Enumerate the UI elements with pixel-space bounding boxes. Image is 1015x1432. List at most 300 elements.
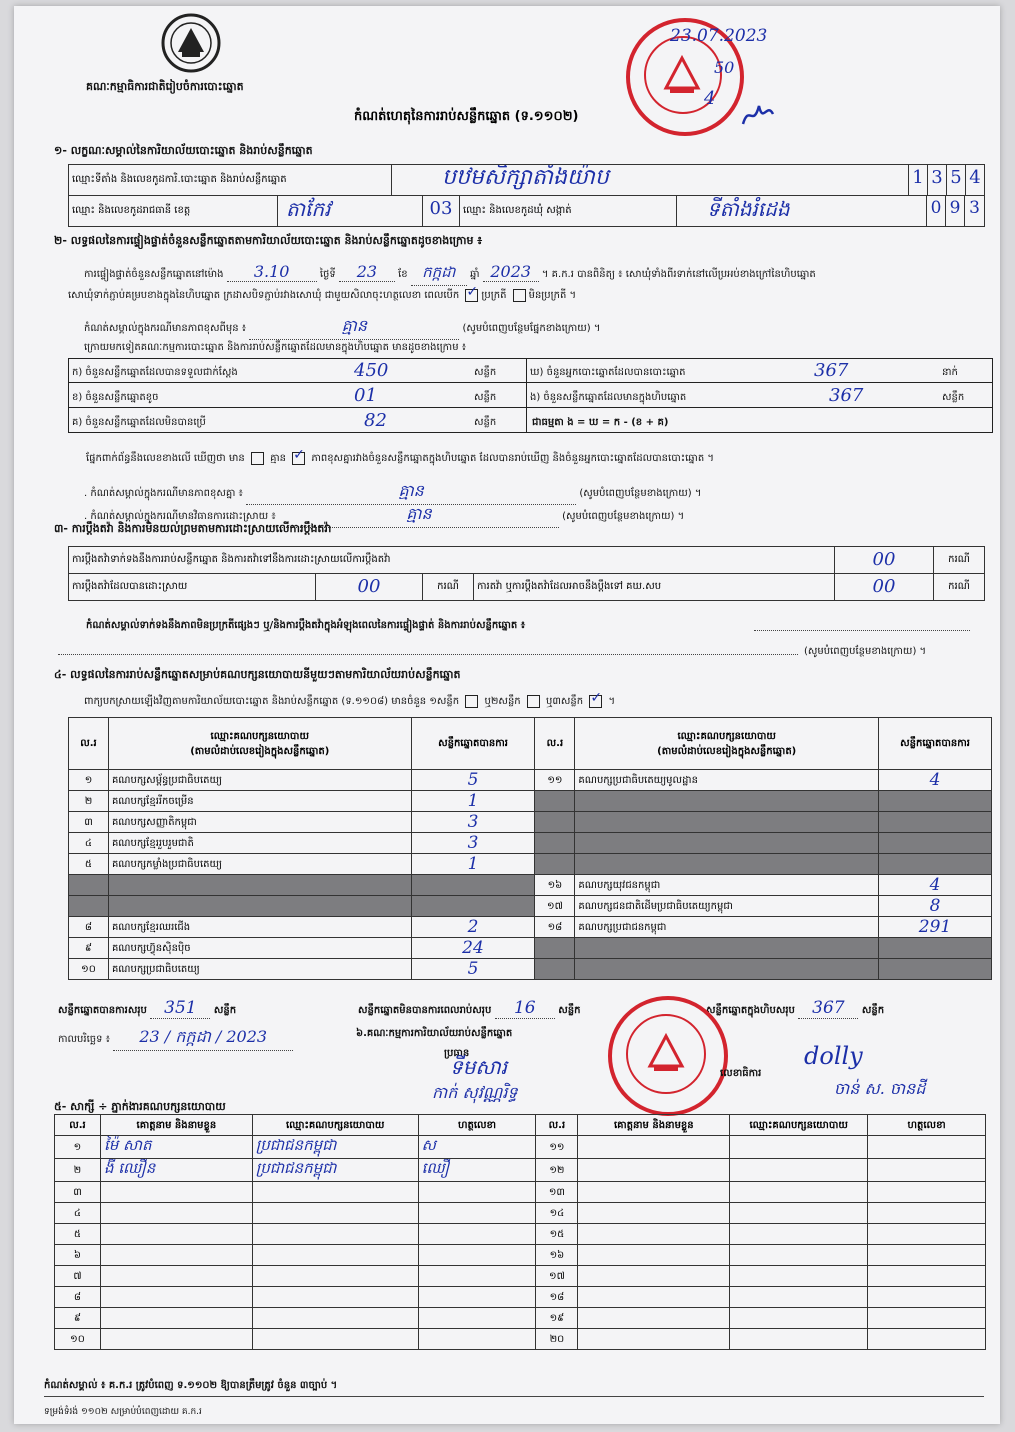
station-code-4: 4	[965, 164, 985, 196]
row-no: ១៨	[535, 917, 575, 938]
seal-ok-checkbox[interactable]	[465, 289, 478, 302]
note1-value: គ្មាន	[246, 480, 576, 505]
party-name: គណបក្សសម្ព័ន្ធប្រជាធិបតេយ្យ	[108, 770, 411, 791]
witness-sign	[868, 1136, 986, 1159]
month-label: ខែ	[398, 269, 408, 280]
polling-station-value-cell	[391, 164, 909, 196]
discrepancy-text-c: ភាពខុសគ្នារវាងចំនួនសន្លឹកឆ្នោតក្នុងហិបឆ្នោត ដែលបានរាប់ឃើញ និងចំនួនអ្នកបោះឆ្នោតដែលបានបោះឆ្នោត ។	[311, 453, 714, 464]
witness-name: ងី ឈឿន	[100, 1159, 252, 1182]
witness-no: ១៥	[536, 1224, 578, 1245]
witness-party	[252, 1224, 418, 1245]
verification-line	[84, 262, 816, 286]
commune-name: ទីតាំងរំដេង	[707, 197, 790, 221]
spoiled-ballots-value: 01	[354, 385, 377, 406]
ballots-in-box-label: ង) ចំនួនសន្លឹកឆ្នោតដែលមានក្នុងហិបឆ្នោត	[530, 392, 687, 403]
table-row	[69, 896, 992, 917]
witness-sign	[418, 1245, 536, 1266]
results-table	[68, 717, 992, 980]
three-sheets-checkbox[interactable]	[589, 695, 602, 708]
results-body	[69, 770, 992, 980]
witness-name	[100, 1245, 252, 1266]
verification-time-label: ការផ្ទៀងផ្ទាត់ចំនួនសន្លឹកឆ្នោតនៅម៉ោង	[84, 269, 224, 280]
irregularity-note-hint: (សូមបំពេញបន្ថែមខាងក្រោយ) ។	[804, 646, 927, 657]
witness-sign	[868, 1287, 986, 1308]
resolved-unit: ករណី	[422, 573, 474, 601]
table-row	[69, 875, 992, 896]
witness-no: ៥	[55, 1224, 101, 1245]
voters-label: ឃ) ចំនួនអ្នកបោះឆ្នោតដែលបានបោះឆ្នោត	[530, 367, 686, 378]
party-name: គណបក្សសញ្ញាតិកម្ពុជា	[108, 812, 411, 833]
witness-name	[578, 1266, 730, 1287]
witness-no: ៧	[55, 1266, 101, 1287]
table-row	[69, 770, 992, 791]
complaints-value: 00	[834, 546, 934, 574]
org-name: គណៈកម្មាធិការជាតិរៀបចំការបោះឆ្នោត	[86, 80, 244, 93]
col-party-right	[575, 718, 879, 770]
col-party-left-title: ឈ្មោះគណបក្សនយោបាយ	[210, 730, 309, 742]
party-votes: 1	[411, 854, 535, 875]
witness-party: ប្រជាជនកម្ពុជា	[252, 1159, 418, 1182]
discrepancy-none-checkbox[interactable]	[292, 452, 305, 465]
witness-name	[578, 1182, 730, 1203]
w-col-sign-right: ហត្ថលេខា	[868, 1115, 986, 1136]
difference-note-value: គ្មាន	[249, 315, 459, 340]
table-row	[69, 959, 992, 980]
party-votes: 8	[879, 896, 992, 917]
verification-time: 3.10	[227, 262, 317, 282]
witness-no: ១២	[536, 1159, 578, 1182]
row-no: ១៧	[535, 896, 575, 917]
table-row	[55, 1136, 986, 1159]
commission-stamp-icon	[608, 996, 728, 1116]
table-row	[69, 812, 992, 833]
w-col-no-right: ល.រ	[536, 1115, 578, 1136]
witness-party	[730, 1159, 868, 1182]
total-in-box-line	[706, 998, 884, 1019]
note1-line	[84, 480, 701, 505]
table-row	[69, 917, 992, 938]
row-no: ១៦	[535, 875, 575, 896]
s3-heading: ៣- ការប្តឹងតវ៉ា និងការមិនយល់ព្រមតាមការដោះស្រាយលើការប្តឹងតវ៉ា	[54, 522, 332, 535]
appeal-label: ការតវ៉ា ឬការប្តឹងតវ៉ាដែលអាចនឹងប្តឹងទៅ គឃ.សប	[473, 573, 835, 601]
party-name: គណបក្សប្រជាជនកម្ពុជា	[575, 917, 879, 938]
col-no-right: ល.រ	[535, 718, 575, 770]
total-invalid-unit: សន្លឹក	[558, 1005, 581, 1016]
party-name: គណបក្សហ៊្វុនស៊ិនប៉ិច	[108, 938, 411, 959]
commune-code-1: 0	[926, 195, 946, 227]
col-party-left-sub: (តាមលំដាប់លេខរៀងក្នុងសន្លឹកឆ្នោត)	[190, 745, 330, 757]
witness-party	[252, 1182, 418, 1203]
discrepancy-none-label: គ្មាន	[270, 453, 286, 464]
secretary-label: លេខាធិការ	[720, 1068, 762, 1079]
row-no: ១១	[535, 770, 575, 791]
party-name: គណបក្សយុវជនកម្ពុជា	[575, 875, 879, 896]
three-sheets-label: ឬ៣សន្លឹក	[546, 696, 584, 707]
witness-name	[578, 1245, 730, 1266]
footer-note: កំណត់សម្គាល់ ៖ គ.ក.រ ត្រូវបំពេញ ទ.១១០២ ឱ្យបានត្រឹមត្រូវ ចំនួន ៣ច្បាប់ ។	[44, 1380, 338, 1391]
table-row	[55, 1224, 986, 1245]
party-votes: 5	[411, 770, 535, 791]
party-votes	[879, 791, 992, 812]
unused-ballots-label: គ) ចំនួនសន្លឹកឆ្នោតដែលមិនបានប្រើ	[72, 417, 206, 428]
witness-no: ១៦	[536, 1245, 578, 1266]
witness-name	[100, 1182, 252, 1203]
party-votes: 1	[411, 791, 535, 812]
witness-no: ១៤	[536, 1203, 578, 1224]
note1-hint: (សូមបំពេញបន្ថែមខាងក្រោយ) ។	[579, 488, 702, 499]
unused-ballots-value: 82	[364, 410, 387, 431]
table-row	[55, 1329, 986, 1350]
year-label: ឆ្នាំ	[469, 269, 480, 280]
witness-name	[100, 1308, 252, 1329]
party-votes: 5	[411, 959, 535, 980]
province-label: ឈ្មោះ និងលេខកូដរាជធានី ខេត្ត	[68, 195, 278, 227]
commune-label: ឈ្មោះ និងលេខកូដឃុំ សង្កាត់	[459, 195, 677, 227]
party-name: គណបក្សខ្មែររួបរួមជាតិ	[108, 833, 411, 854]
verification-rest: ។ គ.ក.រ បានពិនិត្យ ៖ សោឃុំទាំងពីរទាក់នៅលើប្រអប់ខាងក្រៅនៃហិបឆ្នោត	[541, 269, 816, 280]
seal-ok-label: ប្រក្រតី	[481, 290, 507, 301]
witness-sign	[868, 1245, 986, 1266]
witness-sign	[868, 1266, 986, 1287]
witness-name	[578, 1224, 730, 1245]
col-votes-right: សន្លឹកឆ្នោតបានការ	[879, 718, 992, 770]
party-votes	[411, 875, 535, 896]
party-name	[575, 812, 879, 833]
table-row	[69, 833, 992, 854]
table-row	[55, 1203, 986, 1224]
row-no: ២	[69, 791, 109, 812]
seal-notok-label: មិនប្រក្រតី	[528, 290, 567, 301]
party-votes	[879, 812, 992, 833]
witness-no: ១១	[536, 1136, 578, 1159]
witness-sign	[868, 1159, 986, 1182]
party-name: គណបក្សប្រជាធិបតេយ្យមូលដ្ឋាន	[575, 770, 879, 791]
row-no: ៥	[69, 854, 109, 875]
w-col-no-left: ល.រ	[55, 1115, 101, 1136]
station-code-3: 5	[946, 164, 966, 196]
voters-unit: នាក់	[942, 367, 958, 378]
w-col-party-right: ឈ្មោះគណបក្សនយោបាយ	[730, 1115, 868, 1136]
sheets-intro: ពាក្យបកស្រាយឡើងវិញតាមការិយាល័យបោះឆ្នោត និងរាប់សន្លឹកឆ្នោត (ទ.១១០៨) មានចំនួន ១សន្លឹក	[84, 696, 460, 707]
party-name: គណបក្សខ្មែរឈរជើង	[108, 917, 411, 938]
col-party-right-sub: (តាមលំដាប់លេខរៀងក្នុងសន្លឹកឆ្នោត)	[657, 745, 797, 757]
party-votes	[411, 896, 535, 917]
sheets-line: ពាក្យបកស្រាយឡើងវិញតាមការិយាល័យបោះឆ្នោត និងរាប់សន្លឹកឆ្នោត (ទ.១១០៨) មានចំនួន ១សន្លឹក ឬ២សន្លឹក ឬ៣សន្លឹក ✓ ។	[84, 694, 615, 709]
note2-hint: (សូមបំពេញបន្ថែមខាងក្រោយ) ។	[562, 511, 685, 522]
witness-sign	[418, 1203, 536, 1224]
row-no	[535, 791, 575, 812]
row-no	[69, 875, 109, 896]
difference-note-hint: (សូមបំពេញបន្ថែមផ្នែកខាងក្រោយ) ។	[462, 323, 601, 334]
witness-name: ម៉ៃ សាត	[100, 1136, 252, 1159]
note1-label: . កំណត់សម្គាល់ក្នុងករណីមានភាពខុសគ្នា ៖	[84, 488, 243, 499]
received-ballots-value: 450	[354, 360, 389, 381]
witness-party	[730, 1245, 868, 1266]
footer-divider	[44, 1396, 984, 1397]
commission-label: ៦.គណៈកម្មការការិយាល័យរាប់សន្លឹកឆ្នោត	[356, 1028, 513, 1039]
w-col-name-left: គោត្តនាម និងនាមខ្លួន	[100, 1115, 252, 1136]
secretary-name: ចាន់ ស. ចានដី	[834, 1079, 926, 1098]
discrepancy-text-a: ផ្នែកពាក់ព័ន្ធនឹងលេខខាងលើ ឃើញថា មាន	[86, 453, 245, 464]
party-votes: 24	[411, 938, 535, 959]
witness-party	[730, 1266, 868, 1287]
witness-no: ៨	[55, 1287, 101, 1308]
polling-station-name: បឋមសិក្សាតាំងយ៉ាប	[442, 165, 609, 190]
two-sheets-label: ឬ២សន្លឹក	[484, 696, 521, 707]
witness-sign	[868, 1182, 986, 1203]
witness-no: ៣	[55, 1182, 101, 1203]
party-name	[575, 959, 879, 980]
received-ballots-label: ក) ចំនួនសន្លឹកឆ្នោតដែលបានទទួលជាក់ស្តែង	[72, 367, 238, 378]
witness-party	[252, 1287, 418, 1308]
date-line	[58, 1026, 293, 1051]
seal-check-text: សោឃុំទាក់ភ្ជាប់គម្របខាងក្នុងនៃហិបឆ្នោត ក្រដាសបិទភ្ជាប់រវាងសោឃុំ ជាមួយសិលាចុះហត្ថលេខា ពេលបើក	[68, 290, 460, 301]
counts-divider-1	[68, 382, 993, 383]
row-no: ៣	[69, 812, 109, 833]
witness-party	[252, 1329, 418, 1350]
chief-signature: ទីមសារ	[450, 1055, 508, 1079]
witness-name	[578, 1308, 730, 1329]
col-no-left: ល.រ	[69, 718, 109, 770]
table-row	[55, 1159, 986, 1182]
s5-heading: ៥- សាក្សី ÷ ភ្នាក់ងារគណបក្សនយោបាយ	[54, 1100, 226, 1113]
received-ballots-unit: សន្លឹក	[474, 367, 497, 378]
row-no: ១០	[69, 959, 109, 980]
row-no	[535, 833, 575, 854]
station-code-1: 1	[908, 164, 928, 196]
table-row	[69, 854, 992, 875]
difference-note-line	[84, 315, 600, 340]
verification-year: 2023	[483, 262, 539, 282]
party-name: គណបក្សកម្លាំងប្រជាធិបតេយ្យ	[108, 854, 411, 875]
party-votes: 4	[879, 770, 992, 791]
complaints-unit: ករណី	[933, 546, 985, 574]
witness-party	[730, 1329, 868, 1350]
party-name	[575, 833, 879, 854]
ballots-in-box-value: 367	[829, 385, 864, 406]
party-votes: 3	[411, 812, 535, 833]
party-votes	[879, 833, 992, 854]
party-name: គណបក្សជនជាតិដើមប្រជាធិបតេយ្យកម្ពុជា	[575, 896, 879, 917]
witness-no: ៤	[55, 1203, 101, 1224]
witness-sign	[418, 1182, 536, 1203]
unused-ballots-unit: សន្លឹក	[474, 417, 497, 428]
party-votes: 4	[879, 875, 992, 896]
total-invalid-label: សន្លឹកឆ្នោតមិនបានការពេលរាប់សរុប	[358, 1005, 492, 1016]
counts-divider-2	[68, 407, 993, 408]
witness-name	[578, 1203, 730, 1224]
party-name: គណបក្សខ្មែររីកចម្រើន	[108, 791, 411, 812]
row-no	[535, 812, 575, 833]
form-title: កំណត់ហេតុនៃការរាប់សន្លឹកឆ្នោត (ទ.១១០២)	[354, 109, 579, 124]
table-row	[55, 1245, 986, 1266]
note2-value: គ្មាន	[279, 503, 559, 528]
party-votes	[879, 959, 992, 980]
irregularity-note-line-1	[754, 630, 970, 631]
witness-name	[578, 1329, 730, 1350]
witness-no: ៩	[55, 1308, 101, 1329]
stamp-date: 23.07.2023	[670, 26, 768, 46]
s1-heading: ១- លក្ខណៈសម្គាល់នៃការិយាល័យបោះឆ្នោត និងរាប់សន្លឹកឆ្នោត	[54, 144, 313, 157]
witness-no: ១៣	[536, 1182, 578, 1203]
witness-no: ២	[55, 1159, 101, 1182]
party-votes: 3	[411, 833, 535, 854]
row-no: ៨	[69, 917, 109, 938]
witness-party	[730, 1287, 868, 1308]
witness-sign: ឈឿ	[418, 1159, 536, 1182]
date-value: 23 / កក្កដា / 2023	[113, 1026, 293, 1051]
witness-name	[100, 1329, 252, 1350]
polling-station-label: ឈ្មោះទីតាំង និងលេខកូដការិ.បោះឆ្នោត និងរាប់សន្លឹកឆ្នោត	[68, 164, 392, 196]
witness-name	[100, 1203, 252, 1224]
footer-bottom: ទម្រង់ទំរង់ ១១០២ សម្រាប់បំពេញដោយ គ.ក.រ	[44, 1407, 202, 1417]
witness-no: ១	[55, 1136, 101, 1159]
total-in-box-value: 367	[798, 998, 858, 1019]
total-invalid-line	[358, 998, 581, 1019]
province-name: តាកែវ	[286, 197, 331, 221]
difference-note-label: កំណត់សម្គាល់ក្នុងករណីមានភាពខុសពីមុន ៖	[84, 323, 247, 334]
party-votes: 291	[879, 917, 992, 938]
row-no	[535, 854, 575, 875]
total-invalid-value: 16	[495, 998, 555, 1019]
province-value-cell	[277, 195, 423, 227]
party-name	[575, 791, 879, 812]
province-code: 03	[422, 195, 460, 227]
witness-party	[252, 1203, 418, 1224]
resolved-value: 00	[315, 573, 423, 601]
one-sheet-checkbox[interactable]	[465, 695, 478, 708]
witness-sign	[868, 1224, 986, 1245]
chief-name: កាក់ សុវណ្ណរិទ្ធ	[432, 1083, 518, 1102]
verification-day: 23	[339, 262, 395, 282]
witness-party	[252, 1245, 418, 1266]
spoiled-ballots-label: ខ) ចំនួនសន្លឹកឆ្នោតខូច	[72, 392, 159, 403]
secretary-signature: dolly	[804, 1042, 863, 1070]
count-intro: ក្រោយមកទៀតគណៈកម្មការបោះឆ្នោត និងការរាប់សន្លឹកឆ្នោតដែលមានក្នុងហិបឆ្នោត មានដូចខាងក្រោម ៖	[84, 342, 467, 353]
two-sheets-checkbox[interactable]	[527, 695, 540, 708]
witness-name	[100, 1224, 252, 1245]
witness-sign	[418, 1287, 536, 1308]
total-valid-value: 351	[150, 998, 210, 1019]
col-party-left	[108, 718, 411, 770]
row-no	[69, 896, 109, 917]
stamp-note: 4	[704, 88, 716, 109]
party-name: គណបក្សប្រជាធិបតេយ្យ	[108, 959, 411, 980]
table-row	[55, 1182, 986, 1203]
w-col-party-left: ឈ្មោះគណបក្សនយោបាយ	[252, 1115, 418, 1136]
total-valid-line	[58, 998, 236, 1019]
counts-divider-v	[526, 358, 527, 433]
discrepancy-yes-checkbox[interactable]	[251, 452, 264, 465]
row-no: ១	[69, 770, 109, 791]
irregularity-note-label: កំណត់សម្គាល់ទាក់ទងនឹងភាពមិនប្រក្រតីផ្សេងៗ ឬ/និងការប្តឹងតវ៉ាក្នុងអំឡុងពេលនៃការផ្ទៀងផ្ទាត់ និងការរាប់សន្លឹកឆ្នោត ៖	[86, 620, 526, 631]
row-no: ៩	[69, 938, 109, 959]
witness-name	[100, 1266, 252, 1287]
witness-no: ១៩	[536, 1308, 578, 1329]
row-no: ៤	[69, 833, 109, 854]
table-row	[69, 791, 992, 812]
witness-no: ១៨	[536, 1287, 578, 1308]
irregularity-note-line-2	[58, 654, 798, 655]
stamp-signature-icon	[739, 94, 779, 134]
witness-table	[54, 1114, 986, 1350]
witness-party	[252, 1308, 418, 1329]
witness-party	[730, 1136, 868, 1159]
w-col-sign-left: ហត្ថលេខា	[418, 1115, 536, 1136]
col-party-right-title: ឈ្មោះគណបក្សនយោបាយ	[677, 730, 776, 742]
row-no	[535, 938, 575, 959]
spoiled-ballots-unit: សន្លឹក	[474, 392, 497, 403]
commune-value-cell	[676, 195, 927, 227]
witness-name	[578, 1287, 730, 1308]
witness-no: ១៧	[536, 1266, 578, 1287]
witness-sign	[418, 1329, 536, 1350]
witness-no: ៦	[55, 1245, 101, 1266]
witness-sign	[418, 1308, 536, 1329]
seal-check-line: សោឃុំទាក់ភ្ជាប់គម្របខាងក្នុងនៃហិបឆ្នោត ក្រដាសបិទភ្ជាប់រវាងសោឃុំ ជាមួយសិលាចុះហត្ថលេខា ពេលបើក ✓ ប្រក្រតី មិនប្រក្រតី ។	[68, 288, 576, 303]
verification-month: កក្កដា	[411, 263, 467, 286]
col-votes-left: សន្លឹកឆ្នោតបានការ	[411, 718, 535, 770]
witness-sign	[868, 1203, 986, 1224]
chief-label: ប្រធាន	[444, 1048, 470, 1059]
witness-no: ២០	[536, 1329, 578, 1350]
total-valid-label: សន្លឹកឆ្នោតបានការសរុប	[58, 1005, 147, 1016]
witness-sign	[418, 1266, 536, 1287]
party-name	[575, 854, 879, 875]
commune-code-3: 3	[964, 195, 985, 227]
total-valid-unit: សន្លឹក	[213, 1005, 237, 1016]
party-votes	[879, 854, 992, 875]
table-row	[55, 1266, 986, 1287]
witness-no: ១០	[55, 1329, 101, 1350]
party-name	[575, 938, 879, 959]
date-label: កាលបរិច្ឆេទ ៖	[58, 1034, 111, 1045]
witness-party	[252, 1266, 418, 1287]
w-col-name-right: គោត្តនាម និងនាមខ្លួន	[578, 1115, 730, 1136]
station-code-2: 3	[927, 164, 947, 196]
ballot-count-form	[14, 6, 1000, 1424]
discrepancy-line	[86, 451, 714, 466]
appeal-unit: ករណី	[933, 573, 985, 601]
seal-notok-checkbox[interactable]	[513, 289, 526, 302]
witness-party: ប្រជាជនកម្ពុជា	[252, 1136, 418, 1159]
witness-body	[55, 1136, 986, 1350]
party-name	[108, 896, 411, 917]
commune-code-2: 9	[945, 195, 965, 227]
witness-sign	[868, 1329, 986, 1350]
witness-sign	[868, 1308, 986, 1329]
ballots-in-box-unit: សន្លឹក	[942, 392, 965, 403]
complaints-label: ការប្តឹងតវ៉ាទាក់ទងនឹងការរាប់សន្លឹកឆ្នោត និងការតវ៉ាទៅនឹងការដោះស្រាយលើការប្តឹងតវ៉ា	[68, 546, 835, 574]
witness-sign	[418, 1224, 536, 1245]
appeal-value: 00	[834, 573, 934, 601]
stamp-extra: 50	[714, 58, 735, 77]
voters-value: 367	[814, 360, 849, 381]
witness-name	[100, 1287, 252, 1308]
witness-sign: ស	[418, 1136, 536, 1159]
party-votes	[879, 938, 992, 959]
party-votes: 2	[411, 917, 535, 938]
resolved-label: ការប្តឹងតវ៉ាដែលបានដោះស្រាយ	[68, 573, 316, 601]
total-in-box-label: សន្លឹកឆ្នោតក្នុងហិបសរុប	[706, 1005, 795, 1016]
formula: ជាធម្មតា ង = ឃ = ក - (ខ + គ)	[532, 417, 669, 428]
note2-label: . កំណត់សម្គាល់ក្នុងករណីមានវិធានការដោះស្រាយ ៖	[84, 511, 276, 522]
day-label: ថ្ងៃទី	[319, 269, 336, 280]
witness-party	[730, 1308, 868, 1329]
witness-name	[578, 1159, 730, 1182]
s4-heading: ៤- លទ្ធផលនៃការរាប់សន្លឹកឆ្នោតសម្រាប់គណបក្សនយោបាយនីមួយៗតាមការិយាល័យរាប់សន្លឹកឆ្នោត	[54, 668, 461, 681]
table-row	[55, 1308, 986, 1329]
